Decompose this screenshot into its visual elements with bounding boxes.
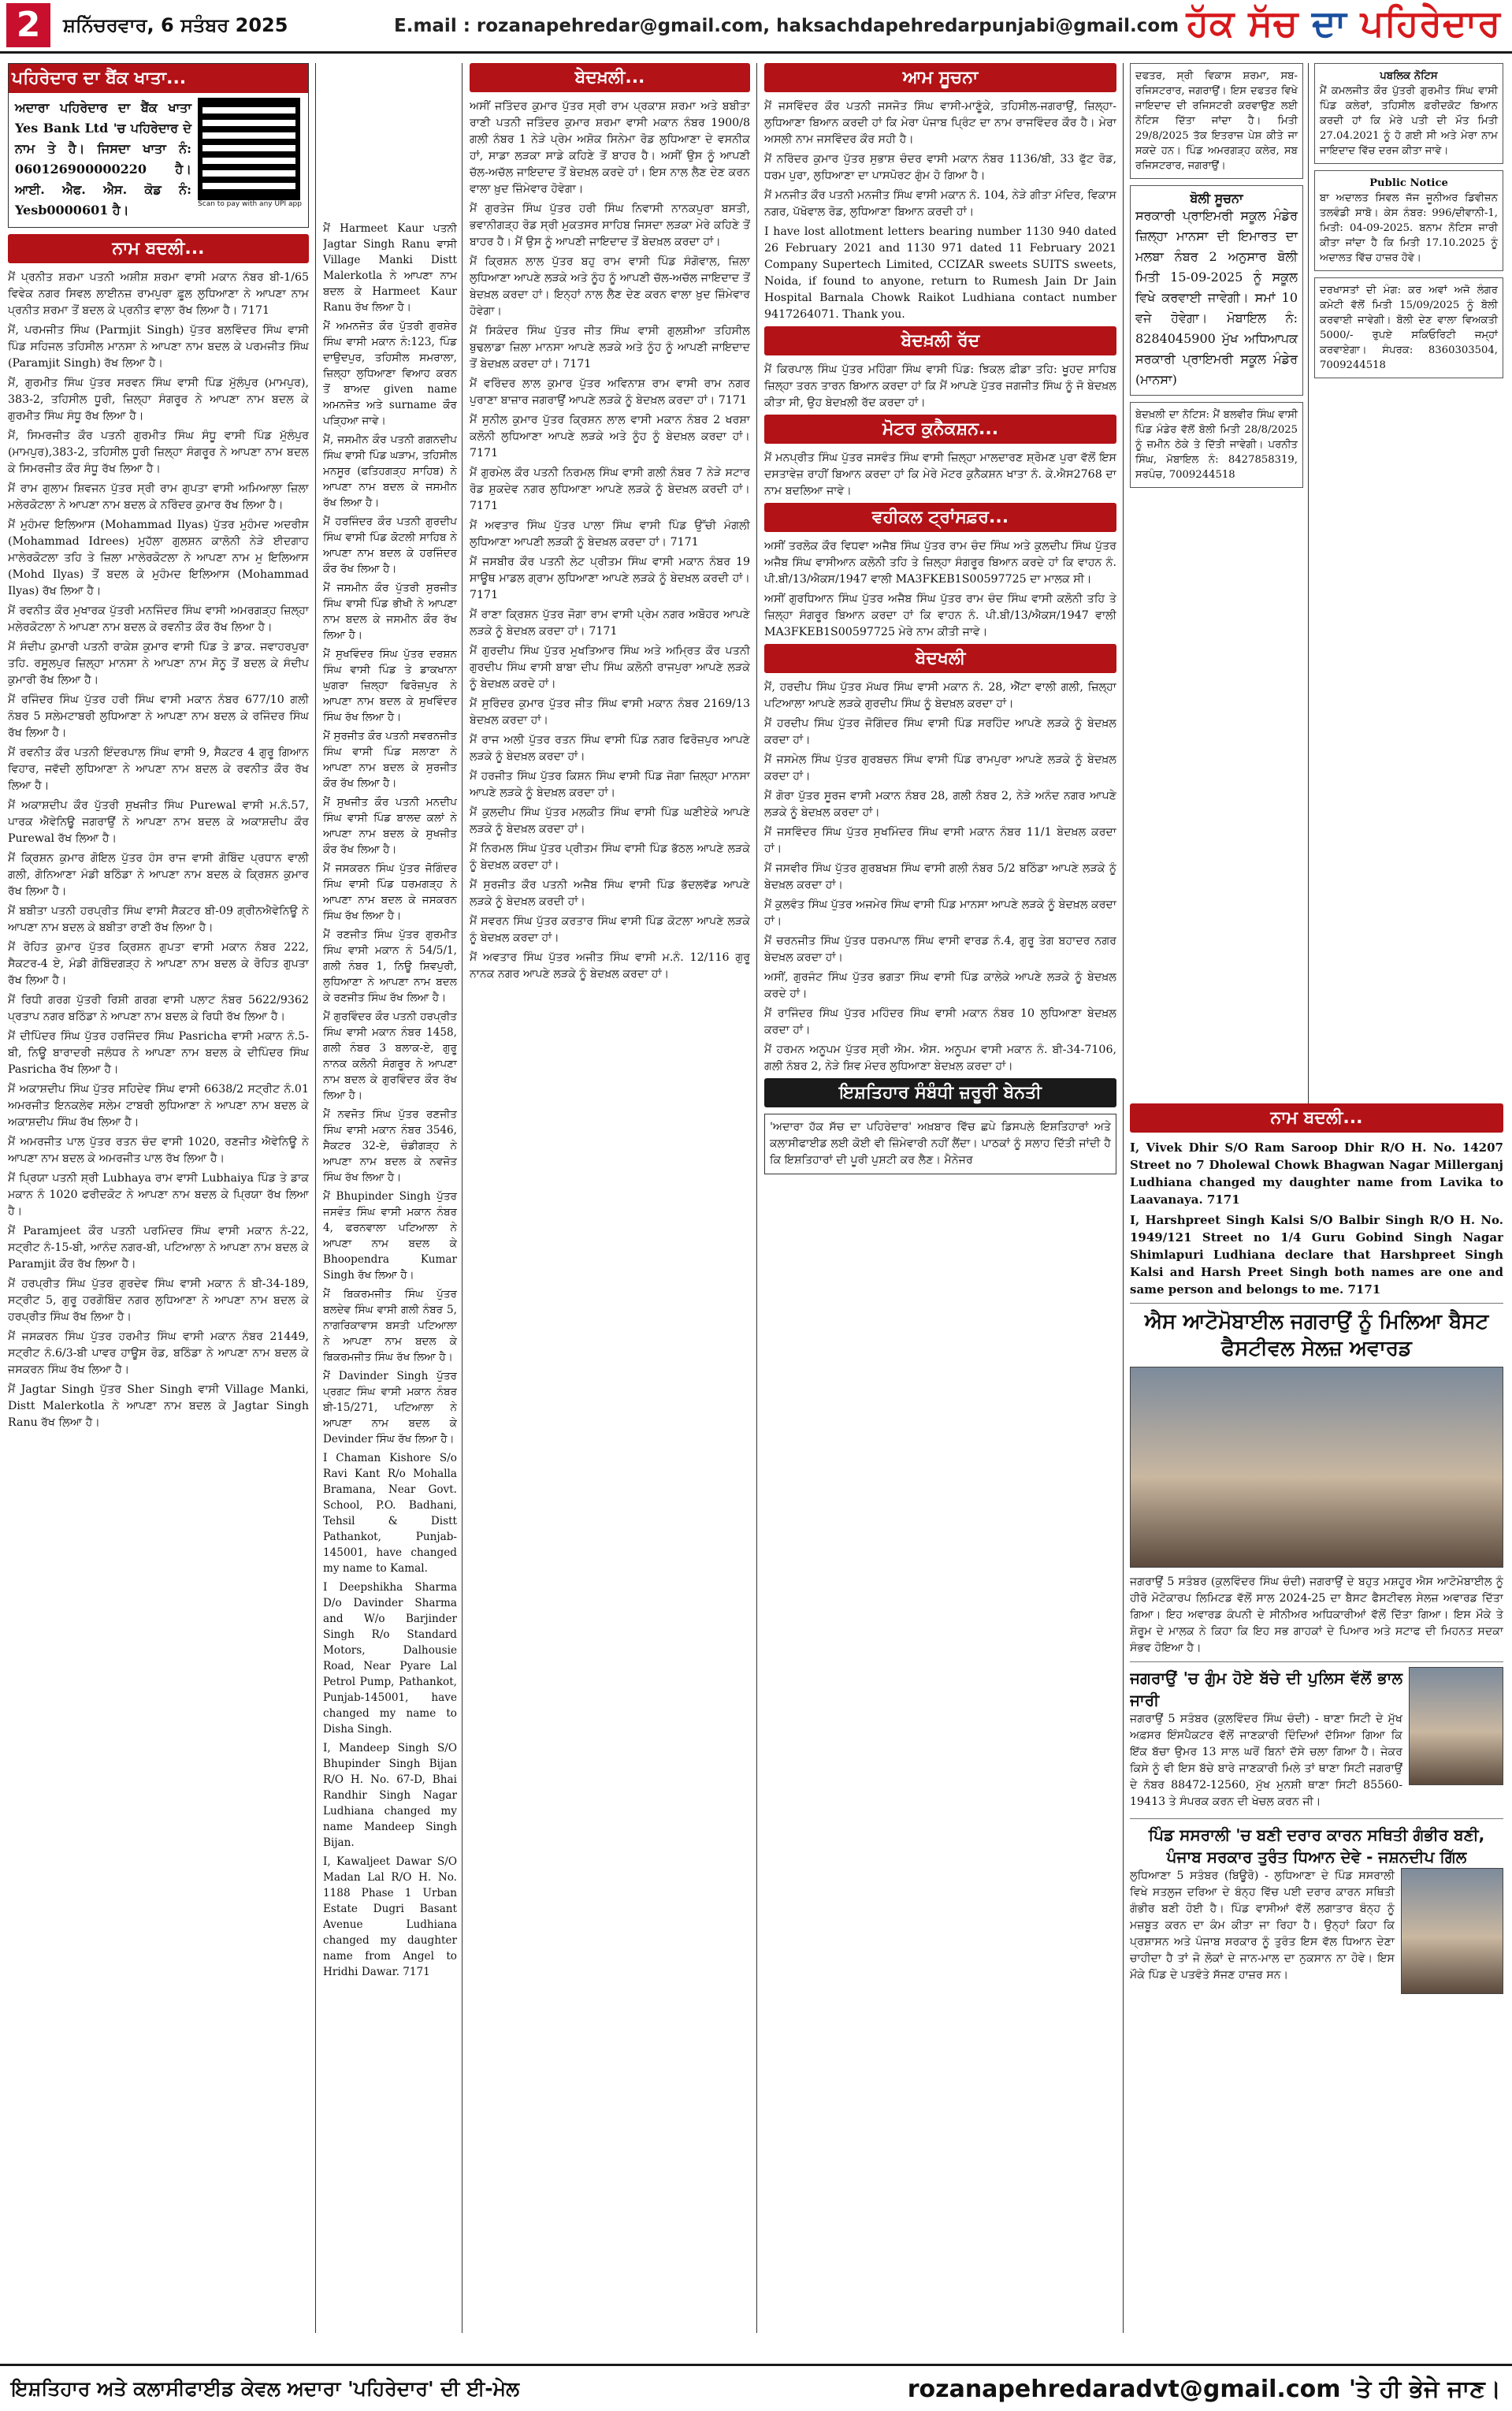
- notice-item: ਮੈਂ ਰਜਿੰਦਰ ਸਿੰਘ ਪੁੱਤਰ ਹਰੀ ਸਿੰਘ ਵਾਸੀ ਮਕਾਨ ਨੰਬਰ 677/10 ਗਲੀ ਨੰਬਰ 5 ਸਲੇਮਟਾਬਰੀ ਲੁਧਿਆਣਾ ਨੇ ਆਪਣਾ ਨਾਮ ਬਦਲ ਕੇ ਰਜਿੰਦਰ ਸਿੰਘ ਰੱਖ ਲਿਆ ਹੈ।: [8, 694, 309, 739]
- award-photo: [1130, 1367, 1503, 1568]
- notice-item: ਮੈਂ ਸੰਦੀਪ ਕੁਮਾਰੀ ਪਤਨੀ ਰਾਕੇਸ਼ ਕੁਮਾਰ ਵਾਸੀ ਪਿੰਡ ਤੇ ਡਾਕ. ਜਵਾਹਰਪੁਰਾ ਤਹਿ. ਰਸੂਲਪੁਰ ਜ਼ਿਲ੍ਹਾ ਮਾਨਸਾ ਨੇ ਆਪਣਾ ਨਾਮ ਸੋਨੂ ਤੋਂ ਬਦਲ ਕੇ ਸੰਦੀਪ ਕੁਮਾਰੀ ਰੱਖ ਲਿਆ ਹੈ।: [8, 641, 309, 686]
- notice-item: ਮੈਂ ਅਵਤਾਰ ਸਿੰਘ ਪੁੱਤਰ ਪਾਲਾ ਸਿੰਘ ਵਾਸੀ ਪਿੰਡ ਉੱਚੀ ਮੰਗਲੀ ਲੁਧਿਆਣਾ ਆਪਣੀ ਲੜਕੀ ਨੂੰ ਬੇਦਖ਼ਲ ਕਰਦਾ ਹਾਂ। 7171: [470, 519, 750, 549]
- notice-item: ਮੈਂ ਅਕਾਸ਼ਦੀਪ ਸਿੰਘ ਪੁੱਤਰ ਸਹਿਦੇਵ ਸਿੰਘ ਵਾਸੀ 6638/2 ਸਟ੍ਰੀਟ ਨੰ.01 ਅਮਰਜੀਤ ਇਨਕਲੇਵ ਸਲੇਮ ਟਾਬਰੀ ਲੁਧਿਆਣਾ ਨੇ ਆਪਣਾ ਨਾਮ ਬਦਲ ਕੇ ਅਕਾਸ਼ਦੀਪ ਸਿੰਘ ਰੱਖ ਲਿਆ ਹੈ।: [8, 1083, 309, 1129]
- notice-item: ਮੈਂ ਗੁਰਤੇਜ ਸਿੰਘ ਪੁੱਤਰ ਹਰੀ ਸਿੰਘ ਨਿਵਾਸੀ ਨਾਨਕਪੁਰਾ ਬਸਤੀ, ਭਵਾਨੀਗੜ੍ਹ ਰੋਡ ਸ੍ਰੀ ਮੁਕਤਸਰ ਸਾਹਿਬ ਜਿਸਦਾ ਲੜਕਾ ਮੇਰੇ ਕਹਿਣੇ ਤੋਂ ਬਾਹਰ ਹੈ। ਮੈਂ ਉਸ ਨੂੰ ਆਪਣੀ ਜਾਇਦਾਦ ਤੋਂ ਬੇਦਖ਼ਲ ਕਰਦਾ ਹਾਂ।: [470, 203, 750, 248]
- notice-item: ਮੈਂ, ਪਰਮਜੀਤ ਸਿੰਘ (Parmjit Singh) ਪੁੱਤਰ ਬਲਵਿੰਦਰ ਸਿੰਘ ਵਾਸੀ ਪਿੰਡ ਸਹਿਜਲ ਤਹਿਸੀਲ ਮਾਨਸਾ ਨੇ ਆਪਣਾ ਨਾਮ ਬਦਲ ਕੇ ਪਰਮਜੀਤ ਸਿੰਘ (Paramjit Singh) ਰੱਖ ਲਿਆ ਹੈ।: [8, 324, 309, 370]
- notice-item: ਮੈਂ ਮਨਜੀਤ ਕੌਰ ਪਤਨੀ ਮਨਜੀਤ ਸਿੰਘ ਵਾਸੀ ਮਕਾਨ ਨੰ. 104, ਨੇੜੇ ਗੀਤਾ ਮੰਦਿਰ, ਵਿਕਾਸ ਨਗਰ, ਪੱਖੋਵਾਲ ਰੋਡ, ਲੁਧਿਆਣਾ ਬਿਆਨ ਕਰਦੀ ਹਾਂ।: [764, 189, 1116, 218]
- notice-item: ਮੈਂ ਨਿਰਮਲ ਸਿੰਘ ਪੁੱਤਰ ਪ੍ਰੀਤਮ ਸਿੰਘ ਵਾਸੀ ਪਿੰਡ ਭੱਠਲ ਆਪਣੇ ਲੜਕੇ ਨੂੰ ਬੇਦਖ਼ਲ ਕਰਦਾ ਹਾਂ।: [470, 843, 750, 872]
- section-disown-cancel: ਬੇਦਖ਼ਲੀ ਰੱਦ: [764, 326, 1116, 355]
- notice-item: ਮੈਂ ਨਵਜੋਤ ਸਿੰਘ ਪੁੱਤਰ ਰਣਜੀਤ ਸਿੰਘ ਵਾਸੀ ਮਕਾਨ ਨੰਬਰ 3546, ਸੈਕਟਰ 32-ਏ, ਚੰਡੀਗੜ੍ਹ ਨੇ ਆਪਣਾ ਨਾਮ ਬਦਲ ਕੇ ਨਵਜੋਤ ਸਿੰਘ ਰੱਖ ਲਿਆ ਹੈ।: [323, 1108, 457, 1184]
- notice-item: ਮੈਂ ਰਿਧੀ ਗਰਗ ਪੁੱਤਰੀ ਰਿਸ਼ੀ ਗਰਗ ਵਾਸੀ ਪਲਾਟ ਨੰਬਰ 5622/9362 ਪ੍ਰਤਾਪ ਨਗਰ ਬਠਿੰਡਾ ਨੇ ਆਪਣਾ ਨਾਮ ਬਦਲ ਕੇ ਰਿਧੀ ਰੱਖ ਲਿਆ ਹੈ।: [8, 994, 309, 1023]
- story-flood-headline: ਪਿੰਡ ਸਸਰਾਲੀ 'ਚ ਬਣੀ ਦਰਾਰ ਕਾਰਨ ਸਥਿਤੀ ਗੰਭੀਰ ਬਣੀ, ਪੰਜਾਬ ਸਰਕਾਰ ਤੁਰੰਤ ਧਿਆਨ ਦੇਵੇ - ਜਸ਼ਨਦੀਪ ਗਿੱਲ: [1148, 1825, 1485, 1866]
- story-award-headline: ਐਸ ਆਟੋਮੋਬਾਈਲ ਜਗਰਾਉਂ ਨੂੰ ਮਿਲਿਆ ਬੈਸਟ ਫੈਸਟੀਵਲ ਸੇਲਜ਼ ਅਵਾਰਡ: [1144, 1310, 1489, 1360]
- notice-item: ਮੈਂ ਕ੍ਰਿਸ਼ਨ ਕੁਮਾਰ ਗੋਇਲ ਪੁੱਤਰ ਹੰਸ ਰਾਜ ਵਾਸੀ ਗੋਬਿੰਦ ਪ੍ਰਧਾਨ ਵਾਲੀ ਗਲੀ, ਗੋਨਿਆਣਾ ਮੰਡੀ ਬਠਿੰਡਾ ਨੇ ਆਪਣਾ ਨਾਮ ਬਦਲ ਕੇ ਕ੍ਰਿਸ਼ਨ ਕੁਮਾਰ ਰੱਖ ਲਿਆ ਹੈ।: [8, 852, 309, 898]
- column-3: [470, 63, 750, 2357]
- notice-item: ਮੈਂ ਰਣਜੀਤ ਸਿੰਘ ਪੁੱਤਰ ਗੁਰਮੀਤ ਸਿੰਘ ਵਾਸੀ ਮਕਾਨ ਨੰ 54/5/1, ਗਲੀ ਨੰਬਰ 1, ਨਿਊ ਸ਼ਿਵਪੁਰੀ, ਲੁਧਿਆਣਾ ਨੇ ਆਪਣਾ ਨਾਮ ਬਦਲ ਕੇ ਰਣਜੀਤ ਸਿੰਘ ਰੱਖ ਲਿਆ ਹੈ।: [323, 928, 457, 1004]
- notice-item: ਮੈਂ ਚਰਨਜੀਤ ਸਿੰਘ ਪੁੱਤਰ ਧਰਮਪਾਲ ਸਿੰਘ ਵਾਸੀ ਵਾਰਡ ਨੰ.4, ਗੁਰੂ ਤੇਗ ਬਹਾਦਰ ਨਗਰ ਬੇਦਖ਼ਲ ਕਰਦਾ ਹਾਂ।: [764, 935, 1116, 964]
- column-5a: [1130, 63, 1303, 1103]
- column-divider: [462, 63, 463, 2333]
- notice-item: ਮੈਂ ਗੁਰਵਿੰਦਰ ਕੌਰ ਪਤਨੀ ਹਰਪ੍ਰੀਤ ਸਿੰਘ ਵਾਸੀ ਮਕਾਨ ਨੰਬਰ 1458, ਗਲੀ ਨੰਬਰ 3 ਬਲਾਕ-ਏ, ਗੁਰੂ ਨਾਨਕ ਕਲੋਨੀ ਸੰਗਰੂਰ ਨੇ ਆਪਣਾ ਨਾਮ ਬਦਲ ਕੇ ਗੁਰਵਿੰਦਰ ਕੌਰ ਰੱਖ ਲਿਆ ਹੈ।: [323, 1010, 457, 1102]
- notice-item: ਮੈਂ ਹਰਜੀਤ ਸਿੰਘ ਪੁੱਤਰ ਕਿਸ਼ਨ ਸਿੰਘ ਵਾਸੀ ਪਿੰਡ ਜੋਗਾ ਜ਼ਿਲ੍ਹਾ ਮਾਨਸਾ ਆਪਣੇ ਲੜਕੇ ਨੂੰ ਬੇਦਖ਼ਲ ਕਰਦਾ ਹਾਂ।: [470, 770, 750, 799]
- name-change-list-2: [323, 221, 457, 1980]
- notice-item: ਮੈਂ ਸੁਖਵਿੰਦਰ ਸਿੰਘ ਪੁੱਤਰ ਦਰਸ਼ਨ ਸਿੰਘ ਵਾਸੀ ਪਿੰਡ ਤੇ ਡਾਕਖਾਨਾ ਘੁਗਰਾ ਜ਼ਿਲ੍ਹਾ ਫਿਰੋਜ਼ਪੁਰ ਨੇ ਆਪਣਾ ਨਾਮ ਬਦਲ ਕੇ ਸੁਖਵਿੰਦਰ ਸਿੰਘ ਰੱਖ ਲਿਆ ਹੈ।: [323, 648, 457, 724]
- notice-item: ਮੈਂ Paramjeet ਕੌਰ ਪਤਨੀ ਪਰਮਿੰਦਰ ਸਿੰਘ ਵਾਸੀ ਮਕਾਨ ਨੰ-22, ਸਟ੍ਰੀਟ ਨੰ-15-ਬੀ, ਆਨੰਦ ਨਗਰ-ਬੀ, ਪਟਿਆਲਾ ਨੇ ਆਪਣਾ ਨਾਮ ਬਦਲ ਕੇ Paramjit ਕੌਰ ਰੱਖ ਲਿਆ ਹੈ।: [8, 1225, 309, 1271]
- issue-date: ਸ਼ਨਿੱਚਰਵਾਰ, 6 ਸਤੰਬਰ 2025: [63, 14, 288, 36]
- notice-item: ਮੈਂ Bhupinder Singh ਪੁੱਤਰ ਜਸਵੰਤ ਸਿੰਘ ਵਾਸੀ ਮਕਾਨ ਨੰਬਰ 4, ਫਰਨਵਾਲਾ ਪਟਿਆਲਾ ਨੇ ਆਪਣਾ ਨਾਮ ਬਦਲ ਕੇ Bhoopendra Kumar Singh ਰੱਖ ਲਿਆ ਹੈ।: [323, 1190, 457, 1282]
- notice-item: ਮੈਂ ਕੁਲਵੰਤ ਸਿੰਘ ਪੁੱਤਰ ਅਜਮੇਰ ਸਿੰਘ ਵਾਸੀ ਪਿੰਡ ਮਾਨਸਾ ਆਪਣੇ ਲੜਕੇ ਨੂੰ ਬੇਦਖ਼ਲ ਕਰਦਾ ਹਾਂ।: [764, 899, 1116, 928]
- public-notice-text: ਮੈਂ ਕਮਲਜੀਤ ਕੌਰ ਪੁੱਤਰੀ ਗੁਰਮੀਤ ਸਿੰਘ ਵਾਸੀ ਪਿੰਡ ਕਲੇਰਾਂ, ਤਹਿਸੀਲ ਫ਼ਰੀਦਕੋਟ ਬਿਆਨ ਕਰਦੀ ਹਾਂ ਕਿ ਮੇਰੇ ਪਤੀ ਦੀ ਮੌਤ ਮਿਤੀ 27.04.2021 ਨੂੰ ਹੋ ਗਈ ਸੀ ਅਤੇ ਮੇਰਾ ਨਾਮ ਜਾਇਦਾਦ ਵਿੱਚ ਦਰਜ ਕੀਤਾ ਜਾਵੇ।: [1320, 85, 1498, 157]
- bank-account-text: ਅਦਾਰਾ ਪਹਿਰੇਦਾਰ ਦਾ ਬੈਂਕ ਖਾਤਾ Yes Bank Ltd 'ਚ ਪਹਿਰੇਦਾਰ ਦੇ ਨਾਮ ਤੇ ਹੈ। ਜਿਸਦਾ ਖਾਤਾ ਨੰ: 060126900000220 ਹੈ। ਆਈ. ਐਫ. ਐਸ. ਕੋਡ ਨੰ: Yesb0000601 ਹੈ।: [15, 100, 191, 218]
- registry-notice: ਦਫਤਰ, ਸ੍ਰੀ ਵਿਕਾਸ ਸ਼ਰਮਾ, ਸਬ-ਰਜਿਸਟਰਾਰ, ਜਗਰਾਉਂ। ਇਸ ਦਫਤਰ ਵਿਖੇ ਜਾਇਦਾਦ ਦੀ ਰਜਿਸਟਰੀ ਕਰਵਾਉਣ ਲਈ ਨੋਟਿਸ ਦਿੱਤਾ ਜਾਂਦਾ ਹੈ। ਮਿਤੀ 29/8/2025 ਤੱਕ ਇਤਰਾਜ਼ ਪੇਸ਼ ਕੀਤੇ ਜਾ ਸਕਦੇ ਹਨ। ਪਿੰਡ ਅਮਰਗੜ੍ਹ ਕਲੇਰ, ਸਬ ਰਜਿਸਟਰਾਰ, ਜਗਰਾਉਂ।: [1130, 63, 1303, 179]
- notice-item: ਮੈਂ ਪ੍ਰਿਯਾ ਪਤਨੀ ਸ਼੍ਰੀ Lubhaya ਰਾਮ ਵਾਸੀ Lubhaiya ਪਿੰਡ ਤੇ ਡਾਕ ਮਕਾਨ ਨੰ 1020 ਫਰੀਦਕੋਟ ਨੇ ਆਪਣਾ ਨਾਮ ਬਦਲ ਕੇ ਪ੍ਰਿਯਾ ਰੱਖ ਲਿਆ ਹੈ।: [8, 1172, 309, 1218]
- notice-item: ਮੈਂ ਹਰਪ੍ਰੀਤ ਸਿੰਘ ਪੁੱਤਰ ਗੁਰਦੇਵ ਸਿੰਘ ਵਾਸੀ ਮਕਾਨ ਨੰ ਬੀ-34-189, ਸਟ੍ਰੀਟ 5, ਗੁਰੂ ਹਰਗੋਬਿੰਦ ਨਗਰ ਲੁਧਿਆਣਾ ਨੇ ਆਪਣਾ ਨਾਮ ਬਦਲ ਕੇ ਹਰਪ੍ਰੀਤ ਸਿੰਘ ਰੱਖ ਲਿਆ ਹੈ।: [8, 1278, 309, 1323]
- notice-item: ਮੈਂ ਜਸਕਰਨ ਸਿੰਘ ਪੁੱਤਰ ਹਰਮੀਤ ਸਿੰਘ ਵਾਸੀ ਮਕਾਨ ਨੰਬਰ 21449, ਸਟ੍ਰੀਟ ਨੰ.6/3-ਬੀ ਪਾਵਰ ਹਾਊਸ ਰੋਡ, ਬਠਿੰਡਾ ਨੇ ਆਪਣਾ ਨਾਮ ਬਦਲ ਕੇ ਜਸਕਰਨ ਸਿੰਘ ਰੱਖ ਲਿਆ ਹੈ।: [8, 1330, 309, 1376]
- notice-item: ਮੈਂ ਜਸਕਰਨ ਸਿੰਘ ਪੁੱਤਰ ਜੋਗਿੰਦਰ ਸਿੰਘ ਵਾਸੀ ਪਿੰਡ ਧਰਮਗੜ੍ਹ ਨੇ ਆਪਣਾ ਨਾਮ ਬਦਲ ਕੇ ਜਸਕਰਨ ਸਿੰਘ ਰੱਖ ਲਿਆ ਹੈ।: [323, 862, 457, 922]
- notice-item: ਮੈਂ ਦੀਪਿੰਦਰ ਸਿੰਘ ਪੁੱਤਰ ਹਰਜਿੰਦਰ ਸਿੰਘ Pasricha ਵਾਸੀ ਮਕਾਨ ਨੰ.5-ਬੀ, ਨਿਊ ਬਾਰਾਦਰੀ ਜਲੰਧਰ ਨੇ ਆਪਣਾ ਨਾਮ ਬਦਲ ਕੇ ਦੀਪਿੰਦਰ ਸਿੰਘ Pasricha ਰੱਖ ਲਿਆ ਹੈ।: [8, 1030, 309, 1076]
- court-notice-text: ਬਾ ਅਦਾਲਤ ਸਿਵਲ ਜੱਜ ਜੂਨੀਅਰ ਡਿਵੀਜ਼ਨ ਤਲਵੰਡੀ ਸਾਬੋ। ਕੇਸ ਨੰਬਰ: 996/ਦੀਵਾਨੀ-1, ਮਿਤੀ: 04-09-2025. ਬਨਾਮ ਨੋਟਿਸ ਜਾਰੀ ਕੀਤਾ ਜਾਂਦਾ ਹੈ ਕਿ ਮਿਤੀ 17.10.2025 ਨੂੰ ਅਦਾਲਤ ਵਿੱਚ ਹਾਜ਼ਰ ਹੋਵੇ।: [1320, 192, 1498, 264]
- column-5c: [1130, 1103, 1503, 2357]
- notice-item: ਮੈਂ ਗੁਰਮੇਲ ਕੌਰ ਪਤਨੀ ਨਿਰਮਲ ਸਿੰਘ ਵਾਸੀ ਗਲੀ ਨੰਬਰ 7 ਨੇੜੇ ਸਟਾਰ ਰੋਡ ਸ਼ੁਕਦੇਵ ਨਗਰ ਲੁਧਿਆਣਾ ਆਪਣੇ ਲੜਕੇ ਨੂੰ ਬੇਦਖ਼ਲ ਕਰਦੀ ਹਾਂ। 7171: [470, 467, 750, 512]
- notice-item: ਮੈਂ ਸਵਰਨ ਸਿੰਘ ਪੁੱਤਰ ਕਰਤਾਰ ਸਿੰਘ ਵਾਸੀ ਪਿੰਡ ਕੋਟਲਾ ਆਪਣੇ ਲੜਕੇ ਨੂੰ ਬੇਦਖ਼ਲ ਕਰਦਾ ਹਾਂ।: [470, 915, 750, 944]
- notice-item: ਮੈਂ ਸੁਰਿੰਦਰ ਕੁਮਾਰ ਪੁੱਤਰ ਜੀਤ ਸਿੰਘ ਵਾਸੀ ਮਕਾਨ ਨੰਬਰ 2169/13 ਬੇਦਖ਼ਲ ਕਰਦਾ ਹਾਂ।: [470, 698, 750, 727]
- disown-notice-small: ਬੇਦਖ਼ਲੀ ਦਾ ਨੋਟਿਸ: ਮੈਂ ਬਲਵੀਰ ਸਿੰਘ ਵਾਸੀ ਪਿੰਡ ਮੰਡੇਰ ਵੱਲੋਂ ਬੋਲੀ ਮਿਤੀ 28/8/2025 ਨੂੰ ਜ਼ਮੀਨ ਠੇਕੇ ਤੇ ਦਿੱਤੀ ਜਾਵੇਗੀ। ਪਰਨੀਤ ਸਿੰਘ, ਮੋਬਾਇਲ ਨੰ: 8427858319, ਸਰਪੰਚ, 7009244518: [1130, 402, 1303, 488]
- footer-text: ਇਸ਼ਤਿਹਾਰ ਅਤੇ ਕਲਾਸੀਫਾਈਡ ਕੇਵਲ ਅਦਾਰਾ 'ਪਹਿਰੇਦਾਰ' ਦੀ ਈ-ਮੇਲ: [11, 2377, 520, 2400]
- notice-item: ਮੈਂ ਜਸਬੀਰ ਕੌਰ ਪਤਨੀ ਲੇਟ ਪ੍ਰੀਤਮ ਸਿੰਘ ਵਾਸੀ ਮਕਾਨ ਨੰਬਰ 19 ਸਾਊਥ ਮਾਡਲ ਗ੍ਰਾਮ ਲੁਧਿਆਣਾ ਆਪਣੇ ਲੜਕੇ ਨੂੰ ਬੇਦਖ਼ਲ ਕਰਦੀ ਹਾਂ। 7171: [470, 556, 750, 601]
- notice-item: ਮੈਂ, ਸਿਮਰਜੀਤ ਕੌਰ ਪਤਨੀ ਗੁਰਮੀਤ ਸਿੰਘ ਸੰਧੂ ਵਾਸੀ ਪਿੰਡ ਮੁੱਲੰਪੁਰ (ਮਾਮਪੁਰ),383-2, ਤਹਿਸੀਲ ਧੂਰੀ ਜ਼ਿਲ੍ਹਾ ਸੰਗਰੂਰ ਨੇ ਆਪਣਾ ਨਾਮ ਬਦਲ ਕੇ ਸਿਮਰਜੀਤ ਕੌਰ ਸੰਧੂ ਰੱਖ ਲਿਆ ਹੈ।: [8, 430, 309, 475]
- notice-item: ਮੈਂ ਰਾਜਿੰਦਰ ਸਿੰਘ ਪੁੱਤਰ ਮਹਿੰਦਰ ਸਿੰਘ ਵਾਸੀ ਮਕਾਨ ਨੰਬਰ 10 ਲੁਧਿਆਣਾ ਬੇਦਖ਼ਲ ਕਰਦਾ ਹਾਂ।: [764, 1007, 1116, 1036]
- public-notice-heading: ਪਬਲਿਕ ਨੋਟਿਸ: [1380, 70, 1438, 82]
- notice-item: ਮੈਂ ਬਬੀਤਾ ਪਤਨੀ ਹਰਪ੍ਰੀਤ ਸਿੰਘ ਵਾਸੀ ਸੈਕਟਰ ਬੀ-09 ਗ੍ਰੀਨਐਵੇਨਿਊ ਨੇ ਆਪਣਾ ਨਾਮ ਬਦਲ ਕੇ ਬਬੀਤਾ ਰਾਣੀ ਰੱਖ ਲਿਆ ਹੈ।: [8, 905, 309, 934]
- notice-item: ਮੈਂ Jagtar Singh ਪੁੱਤਰ Sher Singh ਵਾਸੀ Village Manki, Distt Malerkotla ਨੇ ਆਪਣਾ ਨਾਮ ਬਦਲ ਕੇ Jagtar Singh Ranu ਰੱਖ ਲਿਆ ਹੈ।: [8, 1383, 309, 1429]
- notice-item: ਮੈਂ ਸੁਰਜੀਤ ਕੌਰ ਪਤਨੀ ਸਵਰਨਜੀਤ ਸਿੰਘ ਵਾਸੀ ਪਿੰਡ ਸਲਾਣਾ ਨੇ ਆਪਣਾ ਨਾਮ ਬਦਲ ਕੇ ਸੁਰਜੀਤ ਕੌਰ ਰੱਖ ਲਿਆ ਹੈ।: [323, 730, 457, 790]
- notice-item: ਮੈਂ ਰਵਨੀਤ ਕੌਰ ਪਤਨੀ ਇੰਦਰਪਾਲ ਸਿੰਘ ਵਾਸੀ 9, ਸੈਕਟਰ 4 ਗੁਰੂ ਗਿਆਨ ਵਿਹਾਰ, ਜਵੱਦੀ ਲੁਧਿਆਣਾ ਨੇ ਆਪਣਾ ਨਾਮ ਬਦਲ ਕੇ ਰਵਨੀਤ ਕੌਰ ਰੱਖ ਲਿਆ ਹੈ।: [8, 746, 309, 792]
- disown-list: [470, 99, 750, 983]
- notice-item: ਮੈਂ ਰਵਨੀਤ ਕੌਰ ਮੁਖਾਰਕ ਪੁੱਤਰੀ ਮਨਜਿੰਦਰ ਸਿੰਘ ਵਾਸੀ ਅਮਰਗੜ੍ਹ ਜ਼ਿਲ੍ਹਾ ਮਲੇਰਕੋਟਲਾ ਨੇ ਆਪਣਾ ਨਾਮ ਬਦਲ ਕੇ ਰਵਨੀਤ ਕੌਰ ਰੱਖ ਲਿਆ ਹੈ।: [8, 605, 309, 634]
- leader-photo: [1401, 1868, 1503, 1994]
- notice-item: I Chaman Kishore S/o Ravi Kant R/o Mohalla Bramana, Near Govt. School, P.O. Badhani, Tehsil & Distt Pathankot, Punjab-145001, have changed my name to Kamal.: [323, 1452, 457, 1575]
- notice-item: ਮੈਂ Davinder Singh ਪੁੱਤਰ ਪ੍ਰਗਟ ਸਿੰਘ ਵਾਸੀ ਮਕਾਨ ਨੰਬਰ ਬੀ-15/271, ਪਟਿਆਲਾ ਨੇ ਆਪਣਾ ਨਾਮ ਬਦਲ ਕੇ Devinder ਸਿੰਘ ਰੱਖ ਲਿਆ ਹੈ।: [323, 1370, 457, 1445]
- notice-item: ਮੈਂ ਗੁਰਦੀਪ ਸਿੰਘ ਪੁੱਤਰ ਮੁਖਤਿਆਰ ਸਿੰਘ ਅਤੇ ਅਮ੍ਰਿਤ ਕੌਰ ਪਤਨੀ ਗੁਰਦੀਪ ਸਿੰਘ ਵਾਸੀ ਬਾਬਾ ਦੀਪ ਸਿੰਘ ਕਲੋਨੀ ਰਾਜਪੁਰਾ ਆਪਣੇ ਲੜਕੇ ਨੂੰ ਬੇਦਖ਼ਲ ਕਰਦੇ ਹਾਂ।: [470, 645, 750, 690]
- section-motor: ਮੋਟਰ ਕੁਨੈਕਸ਼ਨ...: [764, 415, 1116, 444]
- section-vehicle: ਵਹੀਕਲ ਟ੍ਰਾਂਸਫ਼ਰ...: [764, 503, 1116, 532]
- story-flood-body: ਲੁਧਿਆਣਾ 5 ਸਤੰਬਰ (ਬਿਊਰੋ) - ਲੁਧਿਆਣਾ ਦੇ ਪਿੰਡ ਸਸਰਾਲੀ ਵਿਖੇ ਸਤਲੁਜ ਦਰਿਆ ਦੇ ਬੰਨ੍ਹ ਵਿੱਚ ਪਈ ਦਰਾਰ ਕਾਰਨ ਸਥਿਤੀ ਗੰਭੀਰ ਬਣੀ ਹੋਈ ਹੈ। ਪਿੰਡ ਵਾਸੀਆਂ ਵੱਲੋਂ ਲਗਾਤਾਰ ਬੰਨ੍ਹ ਨੂੰ ਮਜ਼ਬੂਤ ਕਰਨ ਦਾ ਕੰਮ ਕੀਤਾ ਜਾ ਰਿਹਾ ਹੈ। ਉਨ੍ਹਾਂ ਕਿਹਾ ਕਿ ਪ੍ਰਸ਼ਾਸਨ ਅਤੇ ਪੰਜਾਬ ਸਰਕਾਰ ਨੂੰ ਤੁਰੰਤ ਇਸ ਵੱਲ ਧਿਆਨ ਦੇਣਾ ਚਾਹੀਦਾ ਹੈ ਤਾਂ ਜੋ ਲੋਕਾਂ ਦੇ ਜਾਨ-ਮਾਲ ਦਾ ਨੁਕਸਾਨ ਨਾ ਹੋਵੇ। ਇਸ ਮੌਕੇ ਪਿੰਡ ਦੇ ਪਤਵੰਤੇ ਸੱਜਣ ਹਾਜ਼ਰ ਸਨ।: [1130, 1870, 1395, 1981]
- notice-item: ਅਸੀਂ ਤਰਲੋਕ ਕੌਰ ਵਿਧਵਾ ਅਜੈਬ ਸਿੰਘ ਪੁੱਤਰ ਰਾਮ ਚੰਦ ਸਿੰਘ ਅਤੇ ਕੁਲਦੀਪ ਸਿੰਘ ਪੁੱਤਰ ਅਜੈਬ ਸਿੰਘ ਵਾਸੀਆਨ ਕਲੋਨੀ ਤਹਿ ਤੇ ਜ਼ਿਲ੍ਹਾ ਸੰਗਰੂਰ ਬਿਆਨ ਕਰਦੇ ਹਾਂ ਕਿ ਵਾਹਨ ਨੰ. ਪੀ.ਬੀ/13/ਐਕਸ/1947 ਵਾਲੀ MA3FKEB1S00597725 ਦਾ ਮਾਲਕ ਸੀ।: [764, 540, 1116, 586]
- masthead-part: ਹੱਕ ਸੱਚ: [1186, 2, 1312, 44]
- notice-item: ਮੈਂ ਸੁਨੀਲ ਕੁਮਾਰ ਪੁੱਤਰ ਕ੍ਰਿਸ਼ਨ ਲਾਲ ਵਾਸੀ ਮਕਾਨ ਨੰਬਰ 2 ਖਰਸ਼ਾ ਕਲੋਨੀ ਲੁਧਿਆਣਾ ਆਪਣੇ ਲੜਕੇ ਅਤੇ ਨੂੰਹ ਨੂੰ ਬੇਦਖ਼ਲ ਕਰਦਾ ਹਾਂ। 7171: [470, 414, 750, 460]
- column-divider: [1123, 63, 1124, 2333]
- notice-item: ਮੈਂ ਜਸਮੀਨ ਕੌਰ ਪੁੱਤਰੀ ਸੁਰਜੀਤ ਸਿੰਘ ਵਾਸੀ ਪਿੰਡ ਭੀਖੀ ਨੇ ਆਪਣਾ ਨਾਮ ਬਦਲ ਕੇ ਜਸਮੀਨ ਕੌਰ ਰੱਖ ਲਿਆ ਹੈ।: [323, 582, 457, 642]
- notice-item: ਮੈਂ ਜਸਮੇਲ ਸਿੰਘ ਪੁੱਤਰ ਗੁਰਬਚਨ ਸਿੰਘ ਵਾਸੀ ਪਿੰਡ ਰਾਮਪੁਰਾ ਆਪਣੇ ਲੜਕੇ ਨੂੰ ਬੇਦਖ਼ਲ ਕਰਦਾ ਹਾਂ।: [764, 753, 1116, 783]
- upi-qr-code: [198, 98, 300, 200]
- notice-item: ਮੈਂ ਹਰਦੀਪ ਸਿੰਘ ਪੁੱਤਰ ਜੋਗਿੰਦਰ ਸਿੰਘ ਵਾਸੀ ਪਿੰਡ ਸਰਹਿੰਦ ਆਪਣੇ ਲੜਕੇ ਨੂੰ ਬੇਦਖ਼ਲ ਕਰਦਾ ਹਾਂ।: [764, 717, 1116, 746]
- name-change-list: [8, 270, 309, 1431]
- vehicle-list: [764, 538, 1116, 641]
- story-missing-body: ਜਗਰਾਉਂ 5 ਸਤੰਬਰ (ਕੁਲਵਿੰਦਰ ਸਿੰਘ ਚੰਦੀ) - ਥਾਣਾ ਸਿਟੀ ਦੇ ਮੁੱਖ ਅਫ਼ਸਰ ਇੰਸਪੈਕਟਰ ਵੱਲੋਂ ਜਾਣਕਾਰੀ ਦਿੰਦਿਆਂ ਦੱਸਿਆ ਗਿਆ ਕਿ ਇੱਕ ਬੱਚਾ ਉਮਰ 13 ਸਾਲ ਘਰੋਂ ਬਿਨਾਂ ਦੱਸੇ ਚਲਾ ਗਿਆ ਹੈ। ਜੇਕਰ ਕਿਸੇ ਨੂੰ ਵੀ ਇਸ ਬੱਚੇ ਬਾਰੇ ਜਾਣਕਾਰੀ ਮਿਲੇ ਤਾਂ ਥਾਣਾ ਸਿਟੀ ਜਗਰਾਉਂ ਦੇ ਨੰਬਰ 88472-12560, ਮੁੱਖ ਮੁਨਸ਼ੀ ਥਾਣਾ ਸਿਟੀ 85560-19413 ਤੇ ਸੰਪਰਕ ਕਰਨ ਦੀ ਖੇਚਲ ਕਰਨ ਜੀ।: [1130, 1713, 1402, 1808]
- notice-item: I, Vivek Dhir S/O Ram Saroop Dhir R/O H. No. 14207 Street no 7 Dholewal Chowk Bhagwan Nagar Millerganj Ludhiana changed my daughter name from Lavika to Laavanaya. 7171: [1130, 1140, 1503, 1207]
- applications-notice: ਦਰਖਾਸਤਾਂ ਦੀ ਮੰਗ: ਕਰ ਅਵਾਂ ਅਜੋ ਲੰਗਰ ਕਮੇਟੀ ਵੱਲੋਂ ਮਿਤੀ 15/09/2025 ਨੂੰ ਬੋਲੀ ਕਰਵਾਈ ਜਾਵੇਗੀ। ਬੋਲੀ ਦੇਣ ਵਾਲਾ ਵਿਅਕਤੀ 5000/- ਰੁਪਏ ਸਕਿਓਰਿਟੀ ਜਮ੍ਹਾਂ ਕਰਵਾਏਗਾ। ਸੰਪਰਕ: 8360303504, 7009244518: [1314, 277, 1503, 378]
- notice-item: ਮੈਂ ਮੁਹੰਮਦ ਇਲਿਆਸ (Mohammad Ilyas) ਪੁੱਤਰ ਮੁਹੰਮਦ ਅਦਰੀਸ (Mohammad Idrees) ਮੁਹੱਲਾ ਗੁਲਸ਼ਨ ਕਾਲੋਨੀ ਨੇੜੇ ਈਦਗਾਹ ਮਾਲੇਰਕੋਟਲਾ ਤਹਿ ਤੇ ਜ਼ਿਲਾ ਮਾਲੇਰਕੋਟਲਾ ਨੇ ਆਪਣਾ ਨਾਮ ਮੁ ਇਲਿਆਸ (Mohd Ilyas) ਤੋਂ ਬਦਲ ਕੇ ਮੁਹੰਮਦ ਇਲਿਆਸ (Mohammad Ilyas) ਰੱਖ ਲਿਆ ਹੈ।: [8, 519, 309, 597]
- notice-item: ਅਸੀਂ, ਗੁਰਜੰਟ ਸਿੰਘ ਪੁੱਤਰ ਭਗਤਾ ਸਿੰਘ ਵਾਸੀ ਪਿੰਡ ਕਾਲੇਕੇ ਆਪਣੇ ਲੜਕੇ ਨੂੰ ਬੇਦਖ਼ਲ ਕਰਦੇ ਹਾਂ।: [764, 971, 1116, 1000]
- column-divider: [1308, 63, 1309, 1111]
- auction-text: ਸਰਕਾਰੀ ਪ੍ਰਾਇਮਰੀ ਸਕੂਲ ਮੰਡੇਰ ਜ਼ਿਲ੍ਹਾ ਮਾਨਸਾ ਦੀ ਇਮਾਰਤ ਦਾ ਮਲਬਾ ਨੰਬਰ 2 ਅਨੁਸਾਰ ਬੋਲੀ ਮਿਤੀ 15-09-2025 ਨੂੰ ਸਕੂਲ ਵਿਖੇ ਕਰਵਾਈ ਜਾਵੇਗੀ। ਸਮਾਂ 10 ਵਜੇ ਹੋਵੇਗਾ। ਮੋਬਾਇਲ ਨੰ: 8284045900 ਮੁੱਖ ਅਧਿਆਪਕ ਸਰਕਾਰੀ ਪ੍ਰਾਇਮਰੀ ਸਕੂਲ ਮੰਡੇਰ (ਮਾਨਸਾ): [1135, 208, 1298, 387]
- notice-item: ਮੈਂ Harmeet Kaur ਪਤਨੀ Jagtar Singh Ranu ਵਾਸੀ Village Manki Distt Malerkotla ਨੇ ਆਪਣਾ ਨਾਮ ਬਦਲ ਕੇ Harmeet Kaur Ranu ਰੱਖ ਲਿਆ ਹੈ।: [323, 222, 457, 314]
- section-name-change: ਨਾਮ ਬਦਲੀ...: [8, 234, 309, 263]
- column-4: [764, 63, 1116, 2357]
- notice-item: ਮੈਂ ਅਮਨਜੋਤ ਕੌਰ ਪੁੱਤਰੀ ਗੁਰਸ਼ੇਰ ਸਿੰਘ ਵਾਸੀ ਮਕਾਨ ਨੰ:123, ਪਿੰਡ ਦਾਉਦਪੁਰ, ਤਹਿਸੀਲ ਸਮਰਾਲਾ, ਜ਼ਿਲ੍ਹਾ ਲੁਧਿਆਣਾ ਵਿਆਹ ਕਰਨ ਤੋਂ ਬਾਅਦ given name ਅਮਨਜੋਤ ਅਤੇ surname ਕੌਰ ਪੜ੍ਹਿਆ ਜਾਵੇ।: [323, 320, 457, 427]
- disown-cancel-text: ਮੈਂ ਕਿਰਪਾਲ ਸਿੰਘ ਪੁੱਤਰ ਮਹਿੰਗਾ ਸਿੰਘ ਵਾਸੀ ਪਿੰਡ: ਝਿਕਲ ਫ਼ੀਡਾ ਤਹਿ: ਖੂਹਦ ਸਾਹਿਬ ਜ਼ਿਲ੍ਹਾ ਤਰਨ ਤਾਰਨ ਬਿਆਨ ਕਰਦਾ ਹਾਂ ਕਿ ਮੈਂ ਆਪਣੇ ਪੁੱਤਰ ਜਗਜੀਤ ਸਿੰਘ ਨੂੰ ਜੋ ਬੇਦਖ਼ਲ ਕੀਤਾ ਸੀ, ਉਹ ਬੇਦਖ਼ਲੀ ਰੱਦ ਕਰਦਾ ਹਾਂ।: [764, 363, 1116, 409]
- notice-item: ਅਸੀਂ ਜਤਿੰਦਰ ਕੁਮਾਰ ਪੁੱਤਰ ਸ੍ਰੀ ਰਾਮ ਪ੍ਰਕਾਸ਼ ਸ਼ਰਮਾ ਅਤੇ ਬਬੀਤਾ ਰਾਣੀ ਪਤਨੀ ਜਤਿੰਦਰ ਕੁਮਾਰ ਸ਼ਰਮਾ ਵਾਸੀ ਮਕਾਨ ਨੰਬਰ 1900/8 ਗਲੀ ਨੰਬਰ 1 ਨੇੜੇ ਪ੍ਰੇਮ ਅਸ਼ੋਕ ਸਿਨੇਮਾ ਰੋਡ ਲੁਧਿਆਣਾ ਦੇ ਵਸਨੀਕ ਹਾਂ, ਸਾਡਾ ਲੜਕਾ ਸਾਡੇ ਕਹਿਣੇ ਤੋਂ ਬਾਹਰ ਹੈ। ਅਸੀਂ ਉਸ ਨੂੰ ਆਪਣੀ ਚੱਲ-ਅਚੱਲ ਜਾਇਦਾਦ ਤੋਂ ਬੇਦਖ਼ਲ ਕਰਦੇ ਹਾਂ। ਇਸ ਨਾਲ ਲੈਣ ਦੇਣ ਕਰਨ ਵਾਲਾ ਖ਼ੁਦ ਜ਼ਿੰਮੇਵਾਰ ਹੋਵੇਗਾ।: [470, 100, 750, 195]
- notice-item: ਮੈਂ ਰਾਣਾ ਕ੍ਰਿਸ਼ਨ ਪੁੱਤਰ ਜੋਗਾ ਰਾਮ ਵਾਸੀ ਪ੍ਰੇਮ ਨਗਰ ਅਬੋਹਰ ਆਪਣੇ ਲੜਕੇ ਨੂੰ ਬੇਦਖ਼ਲ ਕਰਦਾ ਹਾਂ। 7171: [470, 608, 750, 638]
- notice-item: I have lost allotment letters bearing number 1130 940 dated 26 February 2021 and 1130 971 dated 11 February 2021 Company Supertech Limited, CCIZAR sweets SUITS sweets, Noida, if found to anyone, return to Rumesh Jain Dr Jain Hospital Barnala Chowk Raikot Ludhiana contact number 9417264071. Thank you.: [764, 225, 1116, 321]
- notice-item: ਮੈਂ, ਗੁਰਮੀਤ ਸਿੰਘ ਪੁੱਤਰ ਸਰਵਨ ਸਿੰਘ ਵਾਸੀ ਪਿੰਡ ਮੁੱਲੰਪੁਰ (ਮਾਮਪੁਰ), 383-2, ਤਹਿਸੀਲ ਧੂਰੀ, ਜ਼ਿਲ੍ਹਾ ਸੰਗਰੂਰ ਨੇ ਆਪਣਾ ਨਾਮ ਬਦਲ ਕੇ ਗੁਰਮੀਤ ਸਿੰਘ ਸੰਧੂ ਰੱਖ ਲਿਆ ਹੈ।: [8, 377, 309, 422]
- notice-item: ਮੈਂ ਰਾਮ ਗੁਲਾਮ ਸ਼ਿਵਜਨ ਪੁੱਤਰ ਸ੍ਰੀ ਰਾਮ ਗੁਪਤਾ ਵਾਸੀ ਅਮਿਆਲਾ ਜ਼ਿਲਾ ਮਲੇਰਕੋਟਲਾ ਨੇ ਆਪਣਾ ਨਾਮ ਬਦਲ ਕੇ ਨਰਿੰਦਰ ਕੁਮਾਰ ਰੱਖ ਲਿਆ ਹੈ।: [8, 482, 309, 512]
- masthead-part: ਪਹਿਰੇਦਾਰ: [1360, 2, 1501, 44]
- page-header: [0, 0, 1512, 54]
- story-award-body: ਜਗਰਾਉਂ 5 ਸਤੰਬਰ (ਕੁਲਵਿੰਦਰ ਸਿੰਘ ਚੰਦੀ) ਜਗਰਾਉਂ ਦੇ ਬਹੁਤ ਮਸ਼ਹੂਰ ਐਸ ਆਟੋਮੋਬਾਈਲ ਨੂੰ ਹੀਰੋ ਮੋਟੋਕਾਰਪ ਲਿਮਿਟਡ ਵੱਲੋਂ ਸਾਲ 2024-25 ਦਾ ਬੈਸਟ ਫੈਸਟੀਵਲ ਸੇਲਜ਼ ਅਵਾਰਡ ਦਿੱਤਾ ਗਿਆ। ਇਹ ਅਵਾਰਡ ਕੰਪਨੀ ਦੇ ਸੀਨੀਅਰ ਅਧਿਕਾਰੀਆਂ ਵੱਲੋਂ ਦਿੱਤਾ ਗਿਆ। ਇਸ ਮੌਕੇ ਤੇ ਸ਼ੋਰੂਮ ਦੇ ਮਾਲਕ ਨੇ ਕਿਹਾ ਕਿ ਇਹ ਸਭ ਗਾਹਕਾਂ ਦੇ ਪਿਆਰ ਅਤੇ ਸਟਾਫ ਦੀ ਮਿਹਨਤ ਸਦਕਾ ਸੰਭਵ ਹੋਇਆ ਹੈ।: [1130, 1576, 1503, 1654]
- notice-item: ਮੈਂ ਹਰਮਨ ਅਨੂਪਮ ਪੁੱਤਰ ਸ੍ਰੀ ਐਮ. ਐਸ. ਅਨੂਪਮ ਵਾਸੀ ਮਕਾਨ ਨੰ. ਬੀ-34-7106, ਗਲੀ ਨੰਬਰ 2, ਨੇੜੇ ਸ਼ਿਵ ਮੰਦਰ ਲੁਧਿਆਣਾ ਬੇਦਖ਼ਲ ਕਰਦਾ ਹਾਂ।: [764, 1044, 1116, 1073]
- disown-list-2: [764, 679, 1116, 1075]
- ad-notice-text: 'ਅਦਾਰਾ ਹੱਕ ਸੱਚ ਦਾ ਪਹਿਰੇਦਾਰ' ਅਖ਼ਬਾਰ ਵਿੱਚ ਛਪੇ ਡਿਸਪਲੇ ਇਸ਼ਤਿਹਾਰਾਂ ਅਤੇ ਕਲਾਸੀਫਾਈਡ ਲਈ ਕੋਈ ਵੀ ਜ਼ਿੰਮੇਵਾਰੀ ਨਹੀਂ ਲੈਂਦਾ। ਪਾਠਕਾਂ ਨੂੰ ਸਲਾਹ ਦਿੱਤੀ ਜਾਂਦੀ ਹੈ ਕਿ ਇਸ਼ਤਿਹਾਰਾਂ ਦੀ ਪੂਰੀ ਪੁਸ਼ਟੀ ਕਰ ਲੈਣ। ਮੈਨੇਜਰ: [764, 1114, 1116, 1174]
- court-notice-heading: Public Notice: [1369, 177, 1448, 189]
- name-change-list-3: [1130, 1139, 1503, 1298]
- court-notice-box: [1314, 170, 1503, 271]
- section-public-notice: ਆਮ ਸੂਚਨਾ: [764, 63, 1116, 92]
- notice-item: ਮੈਂ ਸੁਰਜੀਤ ਕੌਰ ਪਤਨੀ ਅਜੈਬ ਸਿੰਘ ਵਾਸੀ ਪਿੰਡ ਭੱਦਲਵੱਡ ਆਪਣੇ ਲੜਕੇ ਨੂੰ ਬੇਦਖ਼ਲ ਕਰਦੀ ਹਾਂ।: [470, 879, 750, 908]
- notice-item: ਮੈਂ, ਜਸਮੀਨ ਕੌਰ ਪਤਨੀ ਗਗਨਦੀਪ ਸਿੰਘ ਵਾਸੀ ਪਿੰਡ ਘੜਾਮ, ਤਹਿਸੀਲ ਮਨਸੂਰ (ਫਤਿਹਗੜ੍ਹ ਸਾਹਿਬ) ਨੇ ਆਪਣਾ ਨਾਮ ਬਦਲ ਕੇ ਜਸਮੀਨ ਰੱਖ ਲਿਆ ਹੈ।: [323, 433, 457, 509]
- qr-caption: Scan to pay with any UPI app: [198, 200, 302, 208]
- notice-item: ਮੈਂ ਜਸਵੀਰ ਸਿੰਘ ਪੁੱਤਰ ਗੁਰਬਖਸ਼ ਸਿੰਘ ਵਾਸੀ ਗਲੀ ਨੰਬਰ 5/2 ਬਠਿੰਡਾ ਆਪਣੇ ਲੜਕੇ ਨੂੰ ਬੇਦਖ਼ਲ ਕਰਦਾ ਹਾਂ।: [764, 862, 1116, 891]
- section-ad-notice: ਇਸ਼ਤਿਹਾਰ ਸੰਬੰਧੀ ਜ਼ਰੂਰੀ ਬੇਨਤੀ: [764, 1078, 1116, 1107]
- motor-text: ਮੈਂ ਮਨਪ੍ਰੀਤ ਸਿੰਘ ਪੁੱਤਰ ਜਸਵੰਤ ਸਿੰਘ ਵਾਸੀ ਜ਼ਿਲ੍ਹਾ ਮਾਲਦਾਰਣ ਸ਼੍ਰੋਮਣ ਪੁਰਾ ਵੱਲੋਂ ਇਸ ਦਸਤਾਵੇਜ਼ ਰਾਹੀਂ ਬਿਆਨ ਕਰਦਾ ਹਾਂ ਕਿ ਮੇਰੇ ਮੋਟਰ ਕੁਨੈਕਸ਼ਨ ਖਾਤਾ ਨੰ. ਕੇ.ਐਸ2768 ਦਾ ਨਾਮ ਬਦਲਿਆ ਜਾਵੇ।: [764, 452, 1116, 497]
- notice-item: ਮੈਂ ਵਰਿੰਦਰ ਲਾਲ ਕੁਮਾਰ ਪੁੱਤਰ ਅਵਿਨਾਸ਼ ਰਾਮ ਵਾਸੀ ਰਾਮ ਨਗਰ ਪੁਰਾਣਾ ਬਾਜ਼ਾਰ ਜਗਰਾਉਂ ਆਪਣੇ ਲੜਕੇ ਨੂੰ ਬੇਦਖ਼ਲ ਕਰਦਾ ਹਾਂ। 7171: [470, 378, 750, 407]
- notice-item: I Deepshikha Sharma D/o Davinder Sharma and W/o Barjinder Singh R/o Standard Motors, Dalhousie Road, Near Pyare Lal Petrol Pump, Pathankot, Punjab-145001, have changed my name to Disha Singh.: [323, 1581, 457, 1736]
- page-number: 2: [6, 3, 50, 47]
- section-disown: ਬੇਦਖ਼ਲੀ...: [470, 63, 750, 92]
- notice-item: ਅਸੀਂ ਗੁਰਧਿਆਨ ਸਿੰਘ ਪੁੱਤਰ ਅਜੈਬ ਸਿੰਘ ਪੁੱਤਰ ਰਾਮ ਚੰਦ ਸਿੰਘ ਵਾਸੀ ਕਲੋਨੀ ਤਹਿ ਤੇ ਜ਼ਿਲ੍ਹਾ ਸੰਗਰੂਰ ਬਿਆਨ ਕਰਦਾ ਹਾਂ ਕਿ ਵਾਹਨ ਨੰ. ਪੀ.ਬੀ/13/ਐਕਸ/1947 ਵਾਲੀ MA3FKEB1S00597725 ਮੇਰੇ ਨਾਮ ਕੀਤੀ ਜਾਵੇ।: [764, 593, 1116, 638]
- header-email: E.mail : rozanapehredar@gmail.com, haksachdapehredarpunjabi@gmail.com: [394, 16, 1180, 36]
- notice-item: ਮੈਂ ਜਸਵਿੰਦਰ ਕੌਰ ਪਤਨੀ ਜਸਜੋਤ ਸਿੰਘ ਵਾਸੀ-ਮਾਣੂੰਕੇ, ਤਹਿਸੀਲ-ਜਗਰਾਉਂ, ਜ਼ਿਲ੍ਹਾ-ਲੁਧਿਆਣਾ ਬਿਆਨ ਕਰਦੀ ਹਾਂ ਕਿ ਮੇਰਾ ਪੰਜਾਬ ਪ੍ਰਿੰਟ ਦਾ ਨਾਮ ਰਾਜਵਿੰਦਰ ਕੌਰ ਹੈ। ਮੇਰਾ ਅਸਲੀ ਨਾਮ ਜਸਵਿੰਦਰ ਕੌਰ ਸਹੀ ਹੈ।: [764, 100, 1116, 146]
- notice-item: ਮੈਂ ਰੋਹਿਤ ਕੁਮਾਰ ਪੁੱਤਰ ਕ੍ਰਿਸ਼ਨ ਗੁਪਤਾ ਵਾਸੀ ਮਕਾਨ ਨੰਬਰ 222, ਸੈਕਟਰ-4 ਏ, ਮੰਡੀ ਗੋਬਿੰਦਗੜ੍ਹ ਨੇ ਆਪਣਾ ਨਾਮ ਬਦਲ ਕੇ ਰੋਹਿਤ ਗੁਪਤਾ ਰੱਖ ਲਿਆ ਹੈ।: [8, 941, 309, 987]
- column-1: [8, 63, 309, 2357]
- section-disown-2: ਬੇਦਖਲੀ: [764, 644, 1116, 673]
- masthead-logo: [1187, 2, 1501, 46]
- auction-title: ਬੋਲੀ ਸੂਚਨਾ: [1190, 191, 1243, 206]
- notice-item: ਮੈਂ ਬਿਕਰਮਜੀਤ ਸਿੰਘ ਪੁੱਤਰ ਬਲਦੇਵ ਸਿੰਘ ਵਾਸੀ ਗਲੀ ਨੰਬਰ 5, ਨਾਗਰਿਕਾਵਾਸ ਬਸਤੀ ਪਟਿਆਲਾ ਨੇ ਆਪਣਾ ਨਾਮ ਬਦਲ ਕੇ ਬਿਕਰਮਜੀਤ ਸਿੰਘ ਰੱਖ ਲਿਆ ਹੈ।: [323, 1288, 457, 1364]
- notice-item: ਮੈਂ ਸੁਖਜੀਤ ਕੌਰ ਪਤਨੀ ਮਨਦੀਪ ਸਿੰਘ ਵਾਸੀ ਪਿੰਡ ਬਾਲਦ ਕਲਾਂ ਨੇ ਆਪਣਾ ਨਾਮ ਬਦਲ ਕੇ ਸੁਖਜੀਤ ਕੌਰ ਰੱਖ ਲਿਆ ਹੈ।: [323, 796, 457, 856]
- notice-item: ਮੈਂ ਅਕਾਸ਼ਦੀਪ ਕੌਰ ਪੁੱਤਰੀ ਸੁਖਜੀਤ ਸਿੰਘ Purewal ਵਾਸੀ ਮ.ਨੰ.57, ਪਾਰਕ ਐਵੇਨਿਊ ਜਗਰਾਉਂ ਨੇ ਆਪਣਾ ਨਾਮ ਬਦਲ ਕੇ ਅਕਾਸ਼ਦੀਪ ਕੌਰ Purewal ਰੱਖ ਲਿਆ ਹੈ।: [8, 799, 309, 845]
- notice-item: I, Harshpreet Singh Kalsi S/O Balbir Singh R/O H. No. 1949/121 Street no 1/4 Guru Gobind Singh Nagar Shimlapuri Ludhiana declare that Harshpreet Singh Kalsi and Harsh Preet Singh both names are one and same person and belongs to me. 7171: [1130, 1213, 1503, 1297]
- notice-item: ਮੈਂ ਗੋਰਾ ਪੁੱਤਰ ਸੂਰਜ ਵਾਸੀ ਮਕਾਨ ਨੰਬਰ 28, ਗਲੀ ਨੰਬਰ 2, ਨੇੜੇ ਅਨੰਦ ਨਗਰ ਆਪਣੇ ਲੜਕੇ ਨੂੰ ਬੇਦਖ਼ਲ ਕਰਦਾ ਹਾਂ।: [764, 790, 1116, 819]
- notice-item: ਮੈਂ ਕੁਲਦੀਪ ਸਿੰਘ ਪੁੱਤਰ ਮਲਕੀਤ ਸਿੰਘ ਵਾਸੀ ਪਿੰਡ ਘਣੀਏਕੇ ਆਪਣੇ ਲੜਕੇ ਨੂੰ ਬੇਦਖ਼ਲ ਕਰਦਾ ਹਾਂ।: [470, 806, 750, 835]
- notice-item: ਮੈਂ ਸਿਕੰਦਰ ਸਿੰਘ ਪੁੱਤਰ ਜੀਤ ਸਿੰਘ ਵਾਸੀ ਗੁਲਸ਼ੀਆ ਤਹਿਸੀਲ ਬੁਢਲਾਡਾ ਜ਼ਿਲਾ ਮਾਨਸਾ ਆਪਣੇ ਲੜਕੇ ਅਤੇ ਨੂੰਹ ਨੂੰ ਆਪਣੀ ਜਾਇਦਾਦ ਤੋਂ ਬੇਦਖ਼ਲ ਕਰਦਾ ਹਾਂ। 7171: [470, 325, 750, 370]
- notice-item: ਮੈਂ ਅਮਰਜੀਤ ਪਾਲ ਪੁੱਤਰ ਰਤਨ ਚੰਦ ਵਾਸੀ 1020, ਰਣਜੀਤ ਐਵੇਨਿਊ ਨੇ ਆਪਣਾ ਨਾਮ ਬਦਲ ਕੇ ਅਮਰਜੀਤ ਪਾਲ ਰੱਖ ਲਿਆ ਹੈ।: [8, 1136, 309, 1165]
- column-divider: [756, 63, 757, 2333]
- masthead-part: ਦਾ: [1312, 2, 1361, 44]
- notice-item: ਮੈਂ ਕ੍ਰਿਸ਼ਨ ਲਾਲ ਪੁੱਤਰ ਬਹੁ ਰਾਮ ਵਾਸੀ ਪਿੰਡ ਸੰਗੋਵਾਲ, ਜ਼ਿਲਾ ਲੁਧਿਆਣਾ ਆਪਣੇ ਲੜਕੇ ਅਤੇ ਨੂੰਹ ਨੂੰ ਆਪਣੀ ਚੱਲ-ਅਚੱਲ ਜਾਇਦਾਦ ਤੋਂ ਬੇਦਖ਼ਲ ਕਰਦਾ ਹਾਂ। ਇਨ੍ਹਾਂ ਨਾਲ ਲੈਣ ਦੇਣ ਕਰਨ ਵਾਲਾ ਖ਼ੁਦ ਜ਼ਿੰਮੇਵਾਰ ਹੋਵੇਗਾ।: [470, 255, 750, 318]
- notice-item: I, Kawaljeet Dawar S/O Madan Lal R/O H. No. 1188 Phase 1 Urban Estate Dugri Basant Avenue Ludhiana changed my daughter name from Angel to Hridhi Dawar. 7171: [323, 1855, 457, 1978]
- notice-item: ਮੈਂ ਜਸਵਿੰਦਰ ਸਿੰਘ ਪੁੱਤਰ ਸੁਖਮਿੰਦਰ ਸਿੰਘ ਵਾਸੀ ਮਕਾਨ ਨੰਬਰ 11/1 ਬੇਦਖ਼ਲ ਕਰਦਾ ਹਾਂ।: [764, 826, 1116, 855]
- footer-email: rozanapehredaradvt@gmail.com 'ਤੇ ਹੀ ਭੇਜੇ ਜਾਣ।: [907, 2376, 1501, 2403]
- auction-notice: [1130, 185, 1303, 396]
- story-missing-headline: ਜਗਰਾਉਂ 'ਚ ਗੁੰਮ ਹੋਏ ਬੱਚੇ ਦੀ ਪੁਲਿਸ ਵੱਲੋਂ ਭਾਲ ਜਾਰੀ: [1130, 1669, 1402, 1710]
- notice-item: ਮੈਂ ਰਾਜ ਅਲੀ ਪੁੱਤਰ ਰਤਨ ਸਿੰਘ ਵਾਸੀ ਪਿੰਡ ਨਗਰ ਫਿਰੋਜ਼ਪੁਰ ਆਪਣੇ ਲੜਕੇ ਨੂੰ ਬੇਦਖ਼ਲ ਕਰਦਾ ਹਾਂ।: [470, 734, 750, 763]
- column-5b: [1314, 63, 1503, 1103]
- page-footer: [0, 2364, 1512, 2411]
- public-notice-list: [764, 99, 1116, 323]
- missing-child-photo: [1409, 1667, 1503, 1785]
- notice-item: ਮੈਂ ਨਰਿੰਦਰ ਕੁਮਾਰ ਪੁੱਤਰ ਸੁਭਾਸ਼ ਚੰਦਰ ਵਾਸੀ ਮਕਾਨ ਨੰਬਰ 1136/ਬੀ, 33 ਫੁੱਟ ਰੋਡ, ਧਰਮ ਪੁਰਾ, ਲੁਧਿਆਣਾ ਦਾ ਪਾਸਪੋਰਟ ਗੁੰਮ ਹੋ ਗਿਆ ਹੈ।: [764, 153, 1116, 182]
- bank-account-title: ਪਹਿਰੇਦਾਰ ਦਾ ਬੈਂਕ ਖਾਤਾ...: [9, 64, 308, 93]
- column-divider: [315, 63, 316, 2333]
- section-name-change-2: ਨਾਮ ਬਦਲੀ...: [1130, 1103, 1503, 1133]
- bank-account-box: [8, 63, 309, 228]
- public-notice-box: [1314, 63, 1503, 164]
- notice-item: ਮੈਂ ਹਰਜਿੰਦਰ ਕੌਰ ਪਤਨੀ ਗੁਰਦੀਪ ਸਿੰਘ ਵਾਸੀ ਪਿੰਡ ਕੋਟਲੀ ਸਾਹਿਬ ਨੇ ਆਪਣਾ ਨਾਮ ਬਦਲ ਕੇ ਹਰਜਿੰਦਰ ਕੌਰ ਰੱਖ ਲਿਆ ਹੈ।: [323, 515, 457, 575]
- notice-item: ਮੈਂ, ਹਰਦੀਪ ਸਿੰਘ ਪੁੱਤਰ ਮੱਘਰ ਸਿੰਘ ਵਾਸੀ ਮਕਾਨ ਨੰ. 28, ਐੱਟਾ ਵਾਲੀ ਗਲੀ, ਜ਼ਿਲ੍ਹਾ ਪਟਿਆਲਾ ਆਪਣੇ ਲੜਕੇ ਗੁਰਦੀਪ ਸਿੰਘ ਨੂੰ ਬੇਦਖ਼ਲ ਕਰਦਾ ਹਾਂ।: [764, 681, 1116, 710]
- notice-item: I, Mandeep Singh S/O Bhupinder Singh Bijan R/O H. No. 67-D, Bhai Randhir Singh Nagar Ludhiana changed my name Mandeep Singh Bijan.: [323, 1742, 457, 1849]
- notice-item: ਮੈਂ ਪ੍ਰਨੀਤ ਸ਼ਰਮਾ ਪਤਨੀ ਅਸ਼ੀਸ਼ ਸ਼ਰਮਾ ਵਾਸੀ ਮਕਾਨ ਨੰਬਰ ਬੀ-1/65 ਵਿਵੇਕ ਨਗਰ ਸਿਵਲ ਲਾਈਨਜ਼ ਰਾਮਪੁਰਾ ਫ਼ੂਲ ਲੁਧਿਆਣਾ ਨੇ ਆਪਣਾ ਨਾਮ ਪ੍ਰਨੀਤ ਸ਼ਰਮਾ ਤੋਂ ਬਦਲ ਕੇ ਪ੍ਰਨੀਤ ਵਾਲਾ ਰੱਖ ਲਿਆ ਹੈ। 7171: [8, 271, 309, 317]
- notice-item: ਮੈਂ ਅਵਤਾਰ ਸਿੰਘ ਪੁੱਤਰ ਅਜੀਤ ਸਿੰਘ ਵਾਸੀ ਮ.ਨੰ. 12/116 ਗੁਰੂ ਨਾਨਕ ਨਗਰ ਆਪਣੇ ਲੜਕੇ ਨੂੰ ਬੇਦਖ਼ਲ ਕਰਦਾ ਹਾਂ।: [470, 951, 750, 980]
- column-2: [323, 221, 457, 2411]
